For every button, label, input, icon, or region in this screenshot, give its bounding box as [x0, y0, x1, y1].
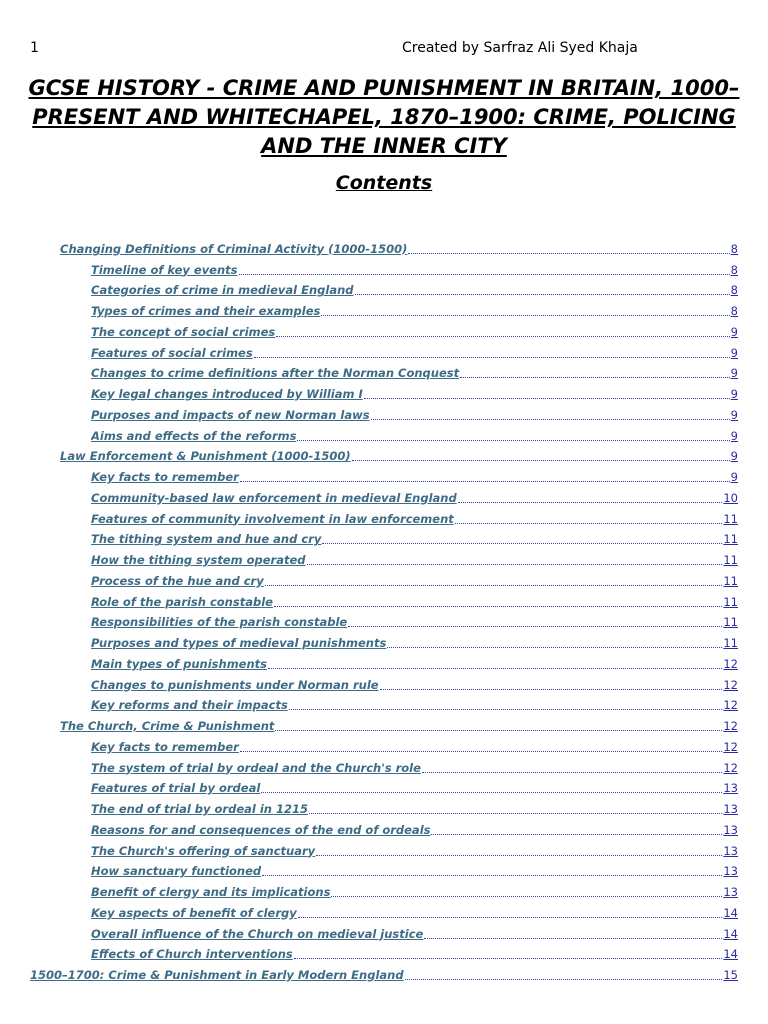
toc-entry-label[interactable]: Timeline of key events: [91, 262, 238, 277]
dot-leader: [309, 813, 722, 814]
toc-entry[interactable]: [60, 236, 738, 257]
dot-leader: [298, 917, 723, 918]
toc-entry[interactable]: [91, 942, 738, 963]
toc-entry-label[interactable]: Main types of punishments: [91, 656, 268, 671]
toc-entry-page-number[interactable]: 13: [723, 822, 738, 837]
toc-entry-label[interactable]: Changes to punishments under Norman rule: [91, 677, 379, 692]
toc-entry-page-number[interactable]: 9: [730, 449, 738, 464]
dot-leader: [408, 253, 729, 254]
toc-entry-label[interactable]: Responsibilities of the parish constable: [91, 615, 348, 630]
toc-entry-page-number[interactable]: 14: [723, 905, 738, 920]
dot-leader: [274, 606, 722, 607]
toc-entry[interactable]: [91, 630, 738, 651]
dot-leader: [261, 792, 722, 793]
dot-leader: [371, 419, 730, 420]
toc-entry-label[interactable]: Features of social crimes: [91, 345, 253, 360]
toc-entry-page-number[interactable]: 10: [723, 490, 738, 505]
toc-entry-label[interactable]: The concept of social crimes: [91, 324, 276, 339]
toc-entry-label[interactable]: The Church, Crime & Punishment: [60, 719, 275, 733]
toc-entry[interactable]: [91, 672, 738, 693]
toc-entry-label[interactable]: Key facts to remember: [91, 739, 239, 754]
dot-leader: [422, 772, 722, 773]
toc-entry[interactable]: [91, 879, 738, 900]
toc-entry-label[interactable]: Overall influence of the Church on medieval justice: [91, 926, 424, 941]
toc-entry[interactable]: [91, 921, 738, 942]
page-number: 1: [30, 40, 39, 56]
toc-entry-label[interactable]: The end of trial by ordeal in 1215: [91, 802, 308, 816]
toc-entry-label[interactable]: Role of the parish constable: [91, 594, 273, 609]
author-credit: Created by Sarfraz Ali Syed Khaja: [402, 40, 638, 56]
toc-entry[interactable]: [91, 755, 738, 776]
toc-entry-page-number[interactable]: 12: [723, 760, 738, 775]
toc-entry[interactable]: [91, 278, 738, 299]
toc-entry-page-number[interactable]: 8: [730, 262, 738, 277]
dot-leader: [405, 979, 723, 980]
toc-entry-page-number[interactable]: 11: [723, 553, 738, 567]
toc-entry-page-number[interactable]: 13: [723, 843, 738, 858]
toc-entry-page-number[interactable]: 12: [723, 698, 738, 713]
dot-leader: [424, 938, 722, 939]
toc-entry[interactable]: [91, 796, 738, 817]
toc-entry-page-number[interactable]: 11: [723, 615, 738, 630]
toc-entry-label[interactable]: The tithing system and hue and cry: [91, 532, 322, 547]
contents-heading: Contents: [335, 172, 433, 194]
toc-entry-label[interactable]: The Church's offering of sanctuary: [91, 843, 316, 858]
dot-leader: [380, 689, 723, 690]
dot-leader: [458, 502, 723, 503]
toc-entry[interactable]: [91, 381, 738, 402]
toc-entry[interactable]: [91, 257, 738, 278]
toc-entry-label[interactable]: Categories of crime in medieval England: [91, 283, 354, 298]
toc-entry[interactable]: [91, 361, 738, 382]
toc-entry[interactable]: [91, 298, 738, 319]
toc-entry-label[interactable]: Benefit of clergy and its implications: [91, 885, 331, 899]
toc-entry[interactable]: [91, 485, 738, 506]
dot-leader: [331, 896, 722, 897]
toc-entry-page-number[interactable]: 9: [730, 428, 738, 443]
dot-leader: [289, 709, 723, 710]
dot-leader: [352, 460, 730, 461]
toc-entry-page-number[interactable]: 13: [723, 885, 738, 899]
toc-entry-label[interactable]: Key aspects of benefit of clergy: [91, 905, 297, 920]
toc-entry-page-number[interactable]: 11: [723, 511, 738, 526]
toc-entry-page-number[interactable]: 13: [723, 802, 738, 816]
toc-entry-label[interactable]: Community-based law enforcement in medieval England: [91, 490, 457, 505]
toc-entry-label[interactable]: Features of community involvement in law enforcement: [91, 511, 454, 526]
dot-leader: [254, 357, 730, 358]
toc-entry[interactable]: [91, 547, 738, 568]
toc-entry-page-number[interactable]: 9: [730, 407, 738, 422]
toc-entry[interactable]: [91, 402, 738, 423]
toc-entry[interactable]: [60, 444, 738, 465]
toc-entry-label[interactable]: How sanctuary functioned: [91, 864, 262, 879]
dot-leader: [460, 377, 730, 378]
toc-entry-label[interactable]: Key facts to remember: [91, 470, 239, 484]
toc-entry-label[interactable]: Key reforms and their impacts: [91, 698, 288, 713]
dot-leader: [307, 564, 723, 565]
toc-entry-label[interactable]: Law Enforcement & Punishment (1000-1500): [60, 449, 351, 464]
toc-entry-label[interactable]: Changing Definitions of Criminal Activity (1000-1500): [60, 241, 408, 256]
toc-entry-page-number[interactable]: 9: [730, 470, 738, 484]
toc-entry[interactable]: [91, 693, 738, 714]
toc-entry[interactable]: [91, 610, 738, 631]
dot-leader: [322, 543, 722, 544]
toc-entry-page-number[interactable]: 11: [723, 594, 738, 609]
toc-entry-page-number[interactable]: 11: [723, 573, 738, 588]
dot-leader: [297, 440, 729, 441]
toc-entry-label[interactable]: Reasons for and consequences of the end of ordeals: [91, 822, 431, 837]
dot-leader: [276, 336, 729, 337]
toc-entry[interactable]: [91, 651, 738, 672]
toc-entry-page-number[interactable]: 12: [723, 656, 738, 671]
toc-entry-page-number[interactable]: 9: [730, 366, 738, 381]
dot-leader: [265, 585, 723, 586]
toc-entry[interactable]: [91, 340, 738, 361]
dot-leader: [348, 626, 722, 627]
toc-entry-label[interactable]: Effects of Church interventions: [91, 947, 293, 962]
toc-entry-page-number[interactable]: 8: [730, 304, 738, 318]
toc-entry-page-number[interactable]: 12: [723, 677, 738, 692]
dot-leader: [431, 834, 722, 835]
toc-entry[interactable]: [30, 962, 738, 983]
dot-leader: [364, 398, 730, 399]
toc-entry-label[interactable]: Purposes and types of medieval punishments: [91, 636, 387, 650]
document-title: GCSE HISTORY - CRIME AND PUNISHMENT IN BRITAIN, 1000–PRESENT AND WHITECHAPEL, 1870–1900: CRIME, POLICING AND THE INNER CITY: [28, 76, 740, 158]
page-header: [30, 40, 738, 62]
toc-entry[interactable]: [91, 900, 738, 921]
dot-leader: [455, 523, 723, 524]
toc-entry-page-number[interactable]: 14: [723, 947, 738, 962]
toc-entry[interactable]: [91, 568, 738, 589]
toc-entry-label[interactable]: Key legal changes introduced by William I: [91, 387, 363, 401]
toc-entry[interactable]: [91, 859, 738, 880]
dot-leader: [268, 668, 722, 669]
toc-entry-page-number[interactable]: 12: [723, 739, 738, 754]
toc-entry[interactable]: [91, 589, 738, 610]
toc-entry-label[interactable]: 1500–1700: Crime & Punishment in Early Modern England: [30, 968, 404, 982]
dot-leader: [262, 875, 722, 876]
toc-entry[interactable]: [91, 838, 738, 859]
toc-entry[interactable]: [60, 713, 738, 734]
toc-entry-page-number[interactable]: 11: [723, 532, 738, 547]
toc-entry-label[interactable]: Types of crimes and their examples: [91, 304, 321, 318]
toc-entry-label[interactable]: Purposes and impacts of new Norman laws: [91, 407, 370, 422]
toc-entry-page-number[interactable]: 8: [730, 241, 738, 256]
toc-entry-page-number[interactable]: 9: [730, 324, 738, 339]
toc-entry-label[interactable]: Process of the hue and cry: [91, 573, 264, 588]
dot-leader: [240, 481, 730, 482]
toc-entry-page-number[interactable]: 13: [723, 781, 738, 796]
toc-entry[interactable]: [91, 817, 738, 838]
toc-entry-page-number[interactable]: 8: [730, 283, 738, 298]
toc-entry-label[interactable]: Features of trial by ordeal: [91, 781, 261, 796]
toc-entry[interactable]: [91, 527, 738, 548]
toc-entry[interactable]: [91, 776, 738, 797]
toc-entry-page-number[interactable]: 9: [730, 345, 738, 360]
dot-leader: [239, 274, 730, 275]
toc-entry-page-number[interactable]: 14: [723, 926, 738, 941]
table-of-contents: [0, 236, 768, 983]
toc-entry-page-number[interactable]: 9: [730, 387, 738, 401]
dot-leader: [355, 294, 730, 295]
toc-entry[interactable]: [91, 464, 738, 485]
toc-entry[interactable]: [91, 506, 738, 527]
dot-leader: [294, 958, 723, 959]
toc-entry[interactable]: [91, 423, 738, 444]
dot-leader: [387, 647, 722, 648]
toc-entry-page-number[interactable]: 13: [723, 864, 738, 879]
toc-entry-label[interactable]: Changes to crime definitions after the Norman Conquest: [91, 366, 460, 381]
toc-entry-page-number[interactable]: 15: [723, 968, 738, 982]
dot-leader: [321, 315, 729, 316]
toc-entry-label[interactable]: How the tithing system operated: [91, 553, 306, 567]
toc-entry-page-number[interactable]: 12: [723, 719, 738, 733]
dot-leader: [275, 730, 722, 731]
toc-entry-page-number[interactable]: 11: [723, 636, 738, 650]
dot-leader: [316, 855, 722, 856]
toc-entry-label[interactable]: The system of trial by ordeal and the Church's role: [91, 760, 421, 775]
toc-entry[interactable]: [91, 734, 738, 755]
dot-leader: [240, 751, 723, 752]
toc-entry-label[interactable]: Aims and effects of the reforms: [91, 428, 297, 443]
toc-entry[interactable]: [91, 319, 738, 340]
